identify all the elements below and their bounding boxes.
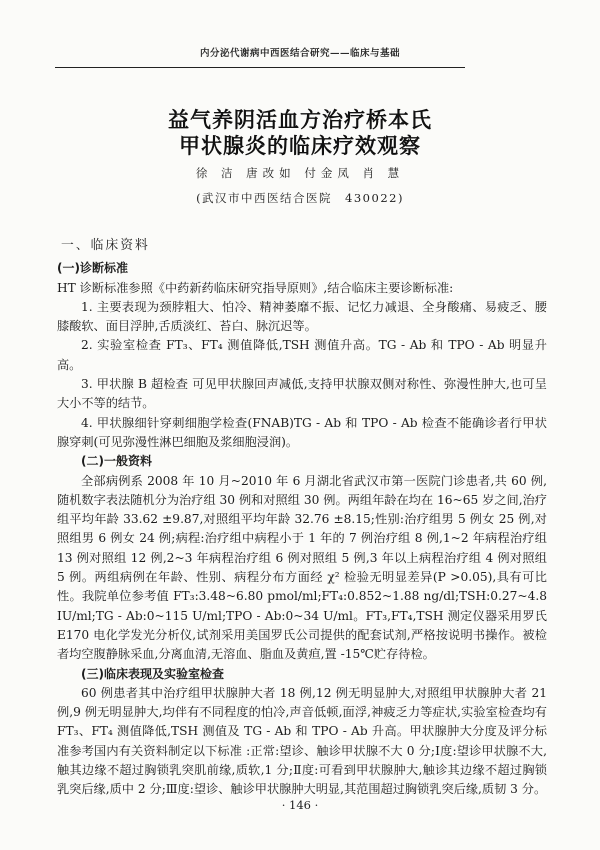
paragraph: 4. 甲状腺细针穿刺细胞学检查(FNAB)TG - Ab 和 TPO - Ab 检查不能确诊者行甲状腺穿刺(可见弥漫性淋巴细胞及浆细胞浸润)。	[57, 415, 547, 449]
running-head: 内分泌代谢病中西医结合研究——临床与基础	[199, 48, 400, 59]
paragraph: 3. 甲状腺 B 超检查 可见甲状腺回声减低,支持甲状腺双侧对称性、弥漫性肿大,也可呈大小不等的结节。	[57, 377, 547, 411]
article-body	[57, 236, 547, 800]
section-heading: 一、临床资料	[61, 238, 150, 253]
article-affiliation: (武汉市中西医结合医院 430022)	[196, 191, 404, 205]
paragraph: 60 例患者其中治疗组甲状腺肿大者 18 例,12 例无明显肿大,对照组甲状腺肿大者 21 例,9 例无明显肿大,均伴有不同程度的怕冷,声音低顿,面浮,神疲乏力等症状,实验室检查均有 FT₃、FT₄ 测值降低,TSH 测值及 TG - Ab 和 TPO - Ab 升高。甲状腺肿大分度及评分标准参考国内有关资料制定以下标准 :正常:望诊、触诊甲状腺不大 0 分;Ⅰ度:望诊甲状腺不大,触其边缘不超过胸锁乳突肌前缘,质软,1 分;Ⅱ度:可看到甲状腺肿大,触诊其边缘不超过胸锁乳突后缘,质中 2 分;Ⅲ度:望诊、触诊甲状腺肿大明显,其范围超过胸锁乳突后缘,质韧 3 分。	[57, 685, 547, 797]
subsection-heading-general-data: (二)一般资料	[81, 454, 152, 469]
paragraph: 1. 主要表现为颈脖粗大、怕冷、精神萎靡不振、记忆力减退、全身酸痛、易疲乏、腰膝酸软、面目浮肿,舌质淡红、苔白、脉沉迟等。	[57, 299, 547, 334]
article-authors: 徐 洁 唐改如 付金凤 肖 慧	[195, 166, 405, 180]
subsection-heading-diagnosis: (一)诊断标准	[57, 261, 128, 276]
paragraph: 全部病例系 2008 年 10 月~2010 年 6 月湖北省武汉市第一医院门诊患者,共 60 例,随机数字表法随机分为治疗组 30 例和对照组 30 例。两组年龄在均在 16~65 岁之间,治疗组平均年龄 33.62 ±9.87,对照组平均年龄 32.76 ±8.15;性别:治疗组男 5 例女 25 例,对照组男 6 例女 24 例;病程:治疗组中病程小于 1 年的 7 例治疗组 8 例,1~2 年病程治疗组 13 例对照组 12 例,2~3 年病程治疗组 6 例对照组 5 例,3 年以上病程治疗组 4 例对照组 5 例。两组病例在年龄、性别、病程分布方面经 χ² 检验无明显差异(P >0.05),具有可比性。我院单位参考值 FT₃:3.48~6.80 pmol/ml;FT₄:0.852~1.88 ng/dl;TSH:0.27~4.8 IU/ml;TG - Ab:0~115 U/ml;TPO - Ab:0~34 U/ml。FT₃,FT₄,TSH 测定仪器采用罗氏 E170 电化学发光分析仪,试剂采用美国罗氏公司提供的配套试剂,严格按说明书操作。被检者均空腹静脉采血,分离血清,无溶血、脂血及黄疸,置 -15℃贮存待检。	[57, 473, 547, 662]
subsection-heading-clinical-lab: (三)临床表现及实验室检查	[81, 666, 224, 681]
article-title-line-2: 甲状腺炎的临床疗效观察	[179, 133, 421, 158]
paragraph: HT 诊断标准参照《中药新药临床研究指导原则》,结合临床主要诊断标准:	[57, 280, 454, 295]
header-rule	[55, 67, 465, 68]
paragraph: 2. 实验室检查 FT₃、FT₄ 测值降低,TSH 测值升高。TG - Ab 和 TPO - Ab 明显升高。	[57, 338, 547, 372]
article-title-line-1: 益气养阴活血方治疗桥本氏	[168, 107, 432, 132]
page-number: · 146 ·	[281, 798, 319, 812]
